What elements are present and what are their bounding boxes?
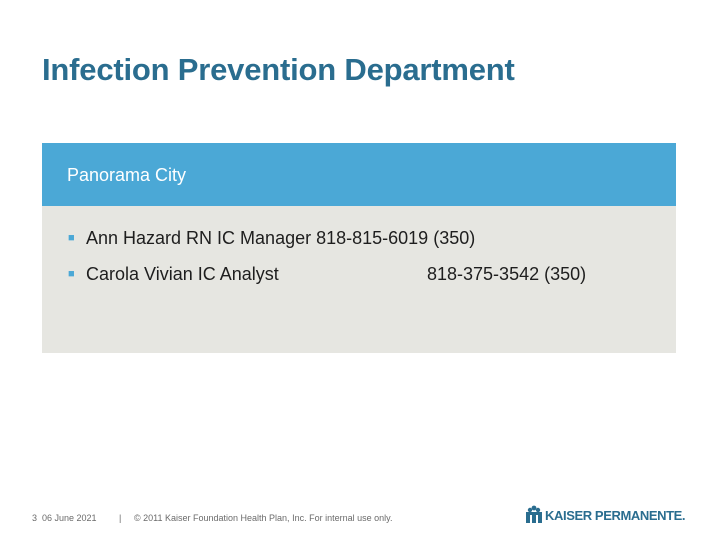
panel-header <box>42 143 676 206</box>
bullet-marker-1: ■ <box>68 232 75 244</box>
footer-separator: | <box>119 513 122 523</box>
contact-bullet-2-phone: 818-375-3542 (350) <box>427 264 587 284</box>
footer-copyright: © 2011 Kaiser Foundation Health Plan, Inc. For internal use only. <box>134 513 393 523</box>
contact-bullet-2: Carola Vivian IC Analyst <box>86 264 279 284</box>
footer-date: 06 June 2021 <box>42 513 97 523</box>
page-number: 3 <box>32 513 38 523</box>
slide-title: Infection Prevention Department <box>42 52 515 87</box>
kaiser-logo-icon <box>525 505 543 525</box>
kaiser-logo-text: KAISER PERMANENTE. <box>545 508 686 523</box>
contact-bullet-1: Ann Hazard RN IC Manager 818-815-6019 (350) <box>86 228 476 248</box>
bullet-marker-2: ■ <box>68 268 75 280</box>
panel-header-label: Panorama City <box>67 165 187 185</box>
